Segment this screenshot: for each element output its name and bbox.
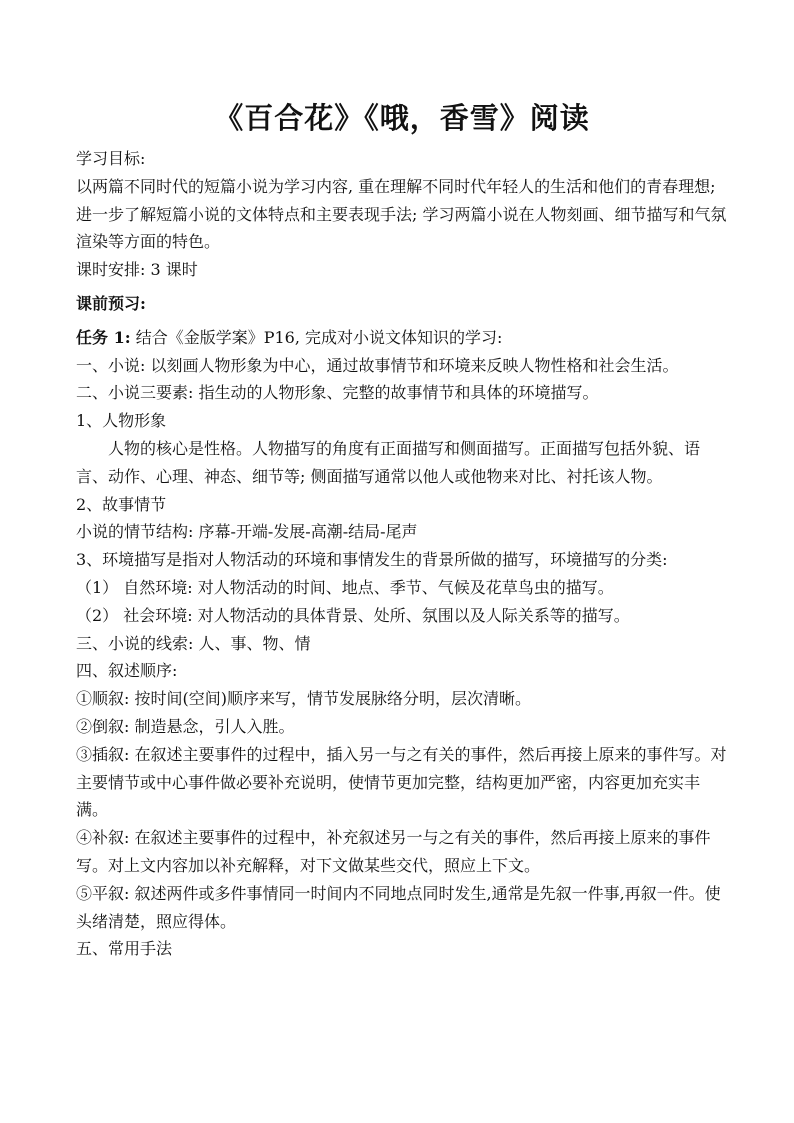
section-2-1-heading: 1、人物形象	[76, 411, 167, 431]
task1-text: 结合《金版学案》P16, 完成对小说文体知识的学习:	[130, 327, 503, 347]
section-4-item-4: ④补叙: 在叙述主要事件的过程中，补充叙述另一与之有关的事件，然后再接上原来的事件写。对上文内容加以补充解释，对下文做某些交代，照应上下文。	[76, 828, 711, 875]
section-2-3-item-a: （1） 自然环境: 对人物活动的时间、地点、季节、气候及花草鸟虫的描写。	[76, 577, 614, 597]
goal-heading: 学习目标:	[76, 149, 146, 168]
section-4-item-3: ③插叙: 在叙述主要事件的过程中，插入另一与之有关的事件，然后再接上原来的事件写。对主要情节或中心事件做必要补充说明，使情节更加完整，结构更加严密，内容更加充实丰满。	[76, 744, 727, 820]
section-2-1-text: 人物的核心是性格。人物描写的角度有正面描写和侧面描写。正面描写包括外貌、语言、动作、心理、神态、细节等; 侧面描写通常以他人或他物来对比、衬托该人物。	[76, 438, 701, 486]
section-4-item-1: ①顺叙: 按时间(空间)顺序来写，情节发展脉络分明，层次清晰。	[76, 689, 531, 709]
task1-line	[76, 324, 728, 352]
section-2-2-heading: 2、故事情节	[76, 494, 167, 514]
preview-heading: 课前预习:	[76, 293, 146, 313]
section-2-3-item-b: （2） 社会环境: 对人物活动的具体背景、处所、氛围以及人际关系等的描写。	[76, 605, 630, 625]
section-3: 三、小说的线索: 人、事、物、情	[76, 633, 311, 653]
schedule-text: 课时安排: 3 课时	[76, 260, 198, 280]
section-4-heading: 四、叙述顺序:	[76, 661, 178, 681]
section-2-3-heading: 3、环境描写是指对人物活动的环境和事情发生的背景所做的描写，环境描写的分类:	[76, 550, 668, 570]
section-2: 二、小说三要素: 指生动的人物形象、完整的故事情节和具体的环境描写。	[76, 383, 599, 403]
section-1: 一、小说: 以刻画人物形象为中心，通过故事情节和环境来反映人物性格和社会生活。	[76, 355, 679, 375]
goal-text: 以两篇不同时代的短篇小说为学习内容, 重在理解不同时代年轻人的生活和他们的青春理想; 进一步了解短篇小说的文体特点和主要表现手法; 学习两篇小说在人物刻画、细节描写和气氛渲染等方面的特色。	[76, 176, 727, 252]
section-4-item-2: ②倒叙: 制造悬念，引人入胜。	[76, 716, 295, 736]
document-title: 《百合花》《哦，香雪》阅读	[214, 101, 590, 135]
section-5-heading: 五、常用手法	[76, 939, 173, 959]
task1-label: 任务 1:	[76, 327, 131, 347]
section-2-2-text: 小说的情节结构: 序幕-开端-发展-高潮-结局-尾声	[76, 522, 418, 542]
section-4-item-5: ⑤平叙: 叙述两件或多件事情同一时间内不同地点同时发生,通常是先叙一件事,再叙一件。使头绪清楚，照应得体。	[76, 883, 721, 931]
